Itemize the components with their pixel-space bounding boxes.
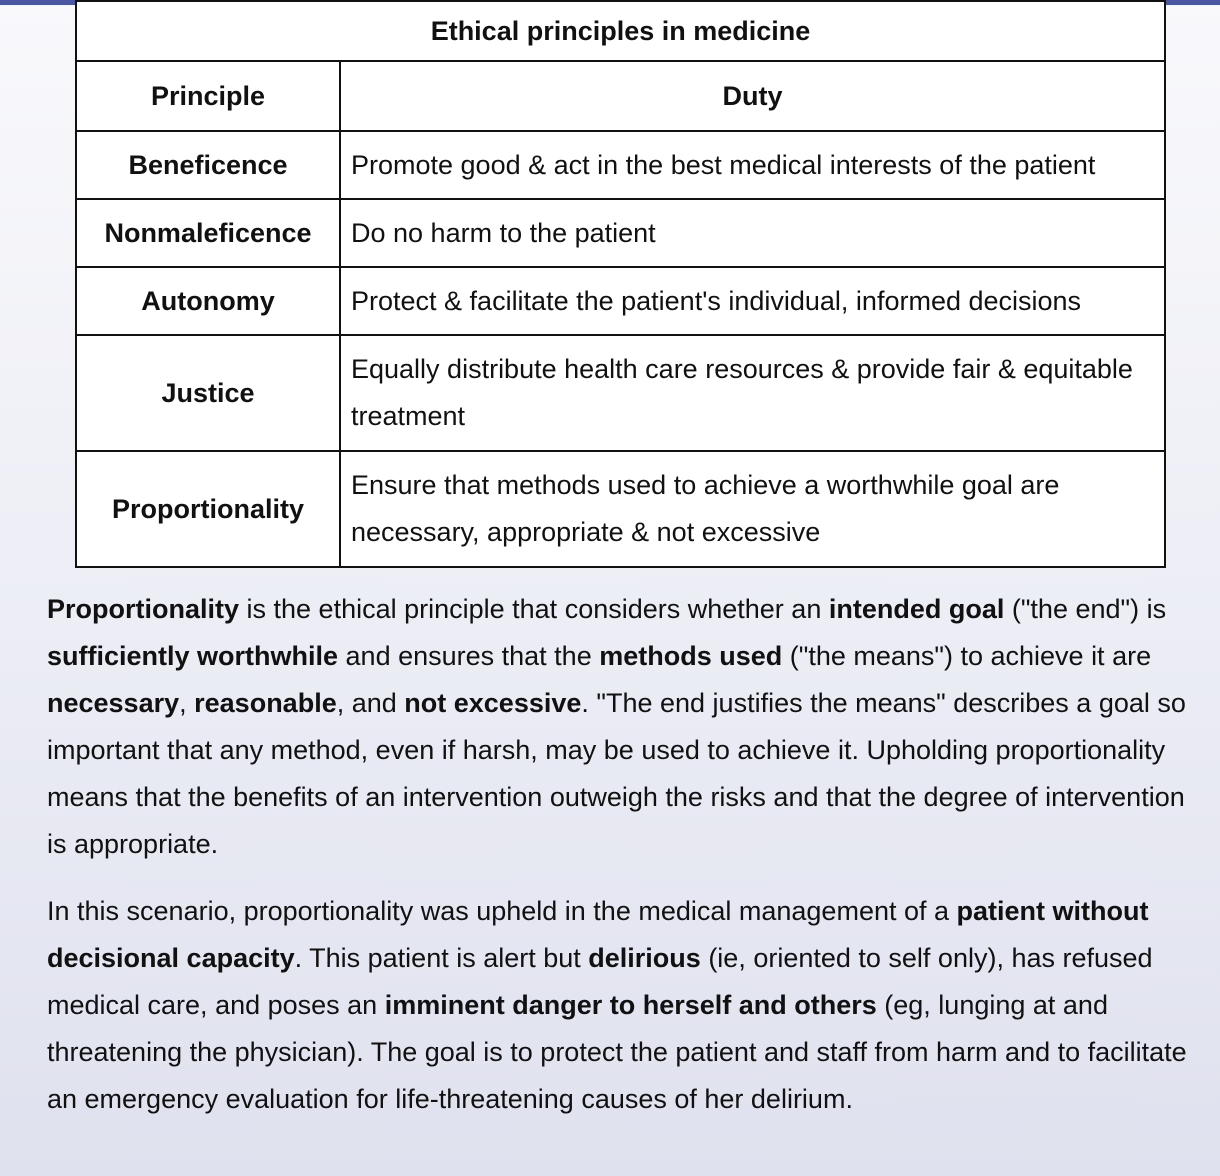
text-span: ("the end") is [1004,594,1167,624]
bold-term: not excessive [404,688,582,718]
paragraph-scenario [47,888,1207,1123]
bold-term: intended goal [828,594,1005,624]
text-span: is the ethical principle that considers whether an [239,594,829,624]
table-row [76,335,1165,451]
text-span: , [179,688,195,718]
principle-cell: Autonomy [76,267,340,335]
duty-cell: Promote good & act in the best medical interests of the patient [340,131,1165,199]
text-span: . This patient is alert but [294,943,589,973]
duty-cell: Protect & facilitate the patient's individual, informed decisions [340,267,1165,335]
bold-term: Proportionality [47,594,240,624]
bold-term: imminent danger to herself and others [384,990,877,1020]
text-span: (ie, oriented to self only), has refused medical care, and poses an [47,943,1153,1020]
bold-term: reasonable [194,688,337,718]
table-row [76,267,1165,335]
table-row [76,131,1165,199]
paragraph-proportionality-definition [47,586,1207,868]
principle-cell: Nonmaleficence [76,199,340,267]
duty-cell: Equally distribute health care resources & provide fair & equitable treatment [340,335,1165,451]
ethics-table [75,0,1166,568]
text-span: . "The end justifies the means" describes a goal so important that any method, even if harsh, may be used to achieve it. Upholding proportionality means that the benefits of an intervention outweigh the risks and that the degree of intervention is appropriate. [47,688,1186,859]
bold-term: sufficiently worthwhile [47,641,339,671]
principle-cell: Beneficence [76,131,340,199]
column-header-principle: Principle [76,61,340,131]
text-span: and ensures that the [338,641,600,671]
text-span: ("the means") to achieve it are [782,641,1152,671]
bold-term: methods used [599,641,783,671]
principle-cell: Justice [76,335,340,451]
duty-cell: Do no harm to the patient [340,199,1165,267]
table-row [76,199,1165,267]
bold-term: delirious [588,943,701,973]
bold-term: patient without decisional capacity [47,896,1149,973]
duty-cell: Ensure that methods used to achieve a worthwhile goal are necessary, appropriate & not excessive [340,451,1165,567]
principle-cell: Proportionality [76,451,340,567]
table-caption: Ethical principles in medicine [76,1,1165,61]
column-header-duty: Duty [340,61,1165,131]
bold-term: necessary [47,688,180,718]
text-span: (eg, lunging at and threatening the physician). The goal is to protect the patient and staff from harm and to facilitate an emergency evaluation for life-threatening causes of her delirium. [47,990,1187,1114]
table-row [76,451,1165,567]
explanation-text [47,586,1207,1143]
text-span: In this scenario, proportionality was upheld in the medical management of a [47,896,957,926]
text-span: , and [336,688,405,718]
